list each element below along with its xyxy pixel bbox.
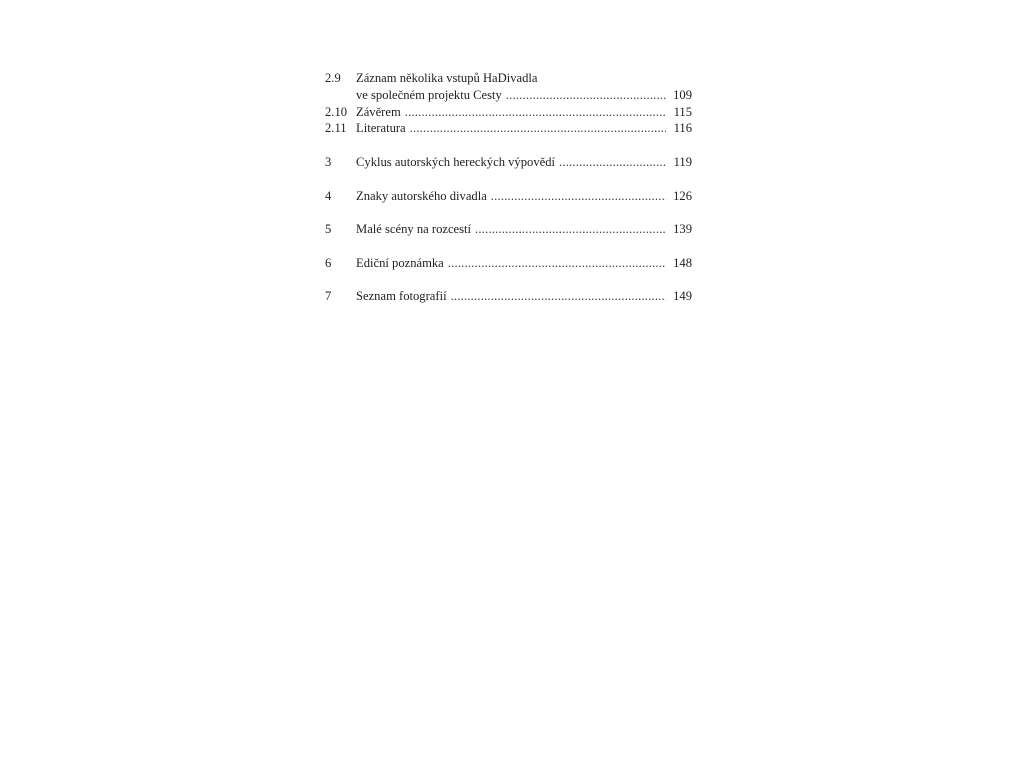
toc-leader-dots bbox=[448, 255, 666, 272]
toc-entry-number: 2.10 bbox=[325, 104, 348, 119]
toc-leader-dots bbox=[491, 188, 666, 205]
toc-entry-5 bbox=[325, 221, 692, 238]
toc-leader-dots bbox=[475, 221, 666, 238]
toc-entry-2-11 bbox=[325, 120, 692, 137]
toc-leader-dots bbox=[405, 104, 666, 121]
toc-entry-number: 7 bbox=[325, 289, 332, 304]
toc-leader-dots bbox=[451, 288, 666, 305]
toc-entry-2-9-continued bbox=[325, 87, 692, 104]
toc-entry-page: 139 bbox=[673, 222, 692, 237]
toc-entry-number: 6 bbox=[325, 255, 332, 270]
toc-entry-title: Literatura bbox=[356, 121, 406, 136]
toc-entry-title: Závěrem bbox=[356, 104, 401, 119]
toc-entry-title: Ediční poznámka bbox=[356, 255, 444, 270]
toc-entry-4 bbox=[325, 188, 692, 205]
toc-leader-dots bbox=[559, 154, 666, 171]
toc-entry-page: 119 bbox=[673, 154, 692, 169]
toc-leader-dots bbox=[506, 87, 666, 104]
toc-entry-number: 5 bbox=[325, 222, 332, 237]
toc-entry-number: 3 bbox=[325, 154, 332, 169]
toc-entry-page: 149 bbox=[673, 289, 692, 304]
toc-entry-title: Seznam fotografií bbox=[356, 289, 447, 304]
toc-entry-page: 116 bbox=[673, 121, 692, 136]
toc-entry-page: 126 bbox=[673, 188, 692, 203]
toc-entry-page: 148 bbox=[673, 255, 692, 270]
toc-entry-number: 2.9 bbox=[325, 71, 341, 85]
toc-entry-7 bbox=[325, 288, 692, 305]
toc-entry-title: Cyklus autorských hereckých výpovědí bbox=[356, 154, 556, 169]
toc-entry-title: ve společném projektu Cesty bbox=[356, 87, 502, 102]
toc-entry-title: Malé scény na rozcestí bbox=[356, 222, 472, 237]
toc-entry-number: 2.11 bbox=[325, 121, 347, 136]
table-of-contents bbox=[325, 70, 692, 305]
toc-entry-2-10 bbox=[325, 104, 692, 121]
toc-entry-title: Znaky autorského divadla bbox=[356, 188, 487, 203]
toc-leader-dots bbox=[410, 120, 666, 137]
toc-entry-3 bbox=[325, 154, 692, 171]
toc-entry-2-9 bbox=[325, 70, 692, 87]
toc-entry-page: 115 bbox=[673, 104, 692, 119]
toc-entry-page: 109 bbox=[673, 87, 692, 102]
toc-entry-title: Záznam několika vstupů HaDivadla bbox=[356, 71, 538, 85]
toc-entry-6 bbox=[325, 255, 692, 272]
toc-entry-number: 4 bbox=[325, 188, 332, 203]
